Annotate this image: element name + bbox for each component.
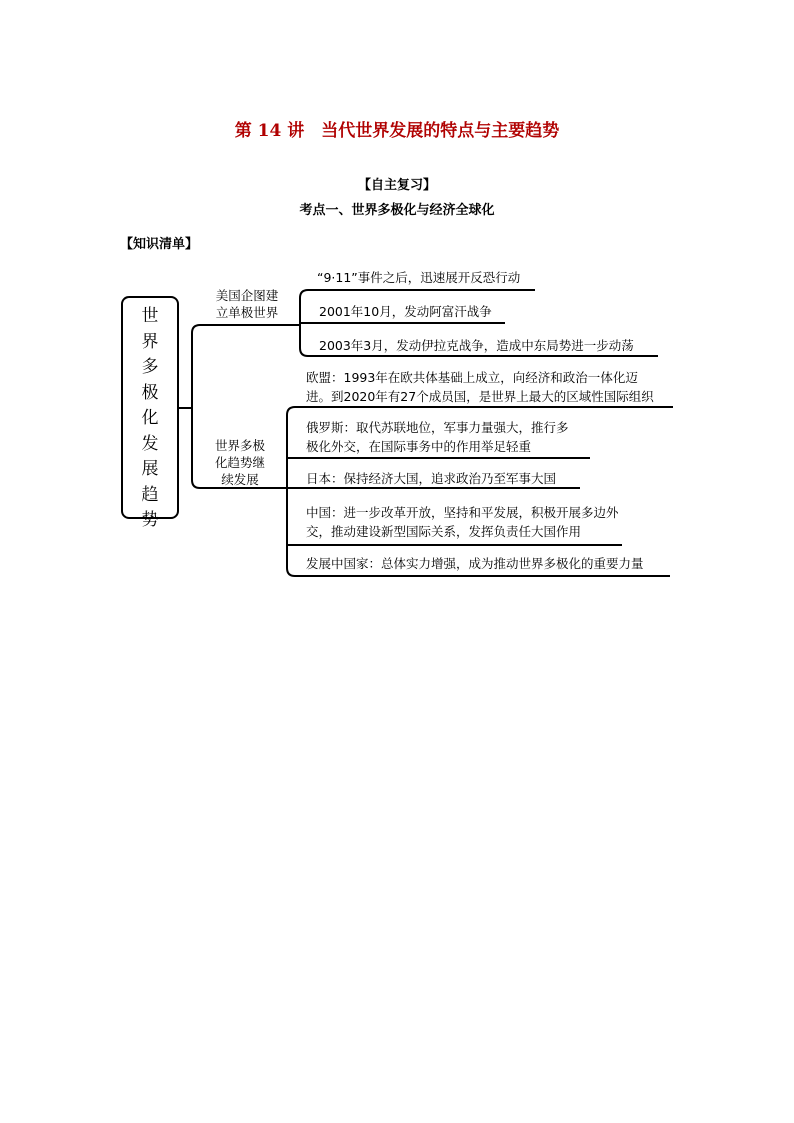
china-item: 中国：进一步改革开放，坚持和平发展，积极开展多边外 交，推动建设新型国际关系，发挥负责任大国作用 <box>306 505 619 539</box>
multi-stem <box>287 407 295 576</box>
eu-item: 欧盟：1993年在欧共体基础上成立，向经济和政治一体化迈 进。到2020年有27个成员国，是世界上最大的区域性国际组织 <box>306 370 654 404</box>
section-heading: 【自主复习】 <box>357 178 436 193</box>
russia-item: 俄罗斯：取代苏联地位，军事力量强大，推行多 极化外交，在国际事务中的作用举足轻重 <box>306 420 569 454</box>
branch-multi-label: 世界多极 化趋势继 续发展 <box>214 438 265 487</box>
branch-us-label: 美国企图建 立单极世界 <box>215 288 279 320</box>
root-label: 世 界 多 极 化 发 展 趋 势 <box>141 306 159 530</box>
knowledge-list-label: 【知识清单】 <box>120 237 199 252</box>
topic-heading: 考点一、世界多极化与经济全球化 <box>299 203 495 218</box>
us-item-iraq: 2003年3月，发动伊拉克战争，造成中东局势进一步动荡 <box>319 338 634 353</box>
us-item-afghanistan: 2001年10月，发动阿富汗战争 <box>319 304 492 319</box>
developing-item: 发展中国家：总体实力增强，成为推动世界多极化的重要力量 <box>306 556 644 571</box>
japan-item: 日本：保持经济大国，追求政治乃至军事大国 <box>306 471 557 486</box>
us-item-911: “9·11”事件之后，迅速展开反恐行动 <box>317 270 521 285</box>
main-stem <box>192 325 200 488</box>
root-node <box>121 296 179 530</box>
page-title: 第 14 讲 当代世界发展的特点与主要趋势 <box>234 121 560 141</box>
